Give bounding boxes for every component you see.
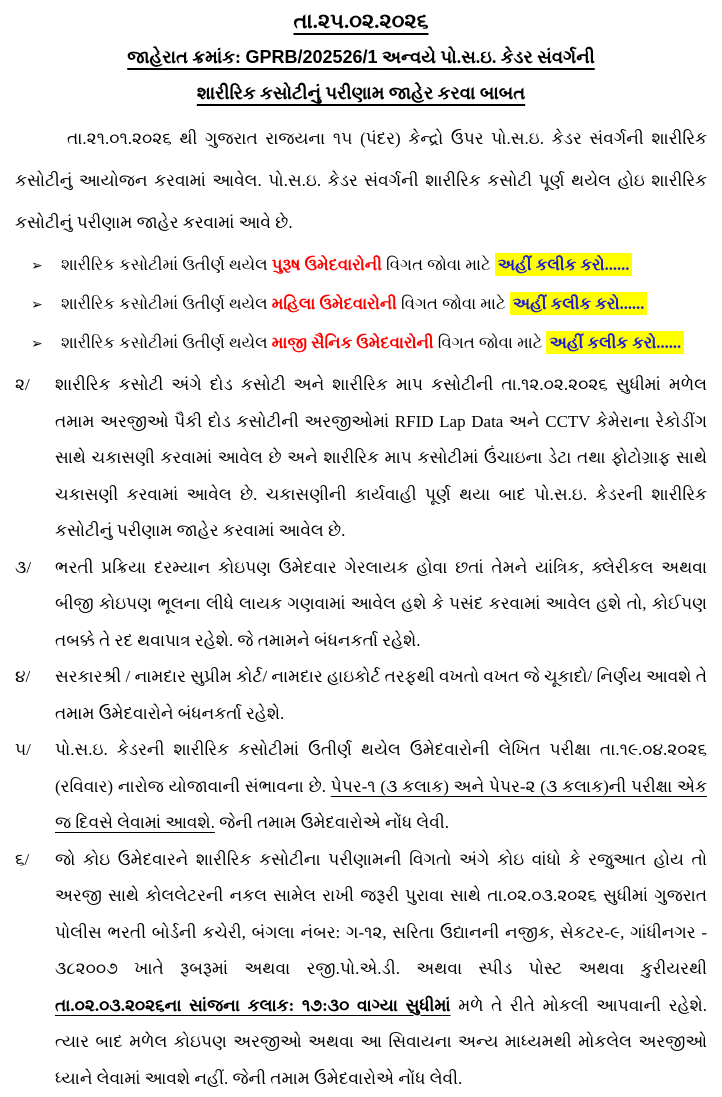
clauses-list	[15, 367, 707, 1097]
bullet-middle: વિગત જોવા માટે	[382, 255, 495, 274]
clause-number: ૫/	[15, 732, 55, 842]
click-here-link-female[interactable]: અહીં કલીક કરો......	[510, 292, 648, 315]
result-link-row-male	[15, 246, 707, 285]
document-date-line	[15, 6, 707, 36]
candidate-category-female: મહિલા ઉમેદવારોની	[272, 294, 397, 313]
candidate-category-exserviceman: માજી સૈનિક ઉમેદવારોની	[272, 333, 434, 352]
clause-5	[15, 732, 707, 842]
clause-text: સરકારશ્રી / નામદાર સુપ્રીમ કોર્ટ/ નામદાર હાઇકોર્ટ તરફથી વખતો વખત જે ચૂકાદો/ નિર્ણય આવશે તે તમામ ઉમેદવારોને બંધનકર્તા રહેશે.	[55, 659, 707, 732]
clause-number: ૩/	[15, 550, 55, 660]
ad-number: GPRB/202526/1	[245, 47, 377, 67]
clause-3	[15, 550, 707, 660]
result-link-row-female	[15, 285, 707, 324]
click-here-link-male[interactable]: અહીં કલીક કરો......	[495, 253, 633, 276]
clause-text-bold-underlined: તા.૦૨.૦૩.૨૦૨૬ના સાંજના કલાક: ૧૭:૩૦ વાગ્યા સુધીમાં	[55, 996, 451, 1015]
clause-text	[55, 842, 707, 1097]
arrow-bullet-icon: ➢	[31, 287, 61, 324]
clause-text-plain: જો કોઇ ઉમેદવારને શારીરિક કસોટીના પરીણામની વિગતો અંગે કોઇ વાંધો કે રજુઆત હોય તો અરજી સાથે કોલલેટરની નકલ સામેલ રાખી જરૂરી પુરાવા સાથે તા.૦૨.૦૩.૨૦૨૬ સુધીમાં ગુજરાત પોલીસ ભરતી બોર્ડની કચેરી, બંગલા નંબર: ગ-૧૨, સરિતા ઉદ્યાનની નજીક, સેકટર-૯, ગાંધીનગર - ૩૮૨૦૦૭ ખાતે રૂબરૂમાં અથવા રજી.પો.એ.ડી. અથવા સ્પીડ પોસ્ટ અથવા કુરીયરથી	[55, 850, 707, 979]
advertisement-number-text	[127, 47, 595, 67]
bullet-prefix: શારીરિક કસોટીમાં ઉતીર્ણ થયેલ	[61, 333, 272, 352]
bullet-prefix: શારીરિક કસોટીમાં ઉતીર્ણ થયેલ	[61, 255, 272, 274]
subject-line	[15, 78, 707, 108]
clause-text-plain: જેની તમામ ઉમેદવારોએ નોંધ લેવી.	[215, 813, 449, 832]
result-link-text-female	[61, 285, 647, 322]
result-links-list	[15, 246, 707, 363]
bullet-prefix: શારીરિક કસોટીમાં ઉતીર્ણ થયેલ	[61, 294, 272, 313]
result-link-row-exserviceman	[15, 324, 707, 363]
clause-2	[15, 367, 707, 550]
arrow-bullet-icon: ➢	[31, 326, 61, 363]
bullet-middle: વિગત જોવા માટે	[434, 333, 547, 352]
document-date: તા.૨૫.૦૨.૨૦૨૬	[294, 9, 429, 33]
clause-text: ભરતી પ્રક્રિયા દરમ્યાન કોઇપણ ઉમેદવાર ગેરલાયક હોવા છતાં તેમને યાંત્રિક, ક્લેરીકલ અથવા બીજી કોઇપણ ભૂલના લીધે લાયક ગણવામાં આવેલ હશે કે પસંદ કરવામાં આવેલ હશે તો, કોઈપણ તબક્કે તે રદ થવાપાત્ર રહેશે. જે તમામને બંધનકર્તા રહેશે.	[55, 550, 707, 660]
arrow-bullet-icon: ➢	[31, 248, 61, 285]
clause-number: ૪/	[15, 659, 55, 732]
subject-text: શારીરિક કસોટીનું પરીણામ જાહેર કરવા બાબત	[197, 83, 525, 103]
clause-number: ૨/	[15, 367, 55, 550]
clause-text-underlined: પેપર-૧ (૩ કલાક) અને પેપર-૨ (૩ કલાક)ની પરીક્ષા એક જ દિવસે લેવામાં આવશે.	[55, 777, 707, 833]
clause-text	[55, 732, 707, 842]
result-link-text-male	[61, 246, 632, 283]
ad-line-suffix: અન્વયે પો.સ.ઇ. કેડર સંવર્ગની	[378, 47, 595, 67]
clause-4	[15, 659, 707, 732]
result-link-text-exserviceman	[61, 324, 684, 361]
clause-number: ૬/	[15, 842, 55, 1097]
clause-text-plain: મળે તે રીતે મોકલી આપવાની રહેશે. ત્યાર બાદ મળેલ કોઇપણ અરજીઓ અથવા આ સિવાયના અન્ય માધ્યમથી મોકલેલ અરજીઓ ધ્યાને લેવામાં આવશે નહીં. જેની તમામ ઉમેદવારોએ નોંધ લેવી.	[55, 996, 707, 1088]
ad-line-prefix: જાહેરાત ક્રમાંક:	[127, 47, 245, 67]
clause-text: શારીરિક કસોટી અંગે દોડ કસોટી અને શારીરિક માપ કસોટીની તા.૧૨.૦૨.૨૦૨૬ સુધીમાં મળેલ તમામ અરજીઓ પૈકી દોડ કસોટીની અરજીઓમાં RFID Lap Data અને CCTV કેમેરાના રેકોડીંગ સાથે ચકાસણી કરવામાં આવેલ છે અને શારીરિક માપ કસોટીમાં ઉંચાઇના ડેટા તથા ફોટોગ્રાફ સાથે ચકાસણી કરવામાં આવેલ છે. ચકાસણીની કાર્યવાહી પૂર્ણ થયા બાદ પો.સ.ઇ. કેડરની શારીરિક કસોટીનું પરીણામ જાહેર કરવામાં આવેલ છે.	[55, 367, 707, 550]
intro-paragraph: તા.૨૧.૦૧.૨૦૨૬ થી ગુજરાત રાજયના ૧૫ (પંદર) કેન્દ્રો ઉપર પો.સ.ઇ. કેડર સંવર્ગની શારીરિક કસોટીનું આયોજન કરવામાં આવેલ. પો.સ.ઇ. કેડર સંવર્ગની શારીરિક કસોટી પૂર્ણ થયેલ હોઇ શારીરિક કસોટીનું પરીણામ જાહેર કરવામાં આવે છે.	[15, 118, 707, 244]
click-here-link-exserviceman[interactable]: અહીં કલીક કરો......	[546, 331, 684, 354]
clause-text-plain: પો.સ.ઇ. કેડરની શારીરિક કસોટીમાં ઉતીર્ણ થયેલ ઉમેદવારોની લેખિત પરીક્ષા તા.૧૯.૦૪.૨૦૨૬ (રવિવાર) નારોજ યોજાવાની સંભાવના છે.	[55, 740, 707, 796]
advertisement-number-line	[15, 42, 707, 72]
candidate-category-male: પુરૂષ ઉમેદવારોની	[272, 255, 382, 274]
bullet-middle: વિગત જોવા માટે	[397, 294, 510, 313]
clause-6	[15, 842, 707, 1097]
